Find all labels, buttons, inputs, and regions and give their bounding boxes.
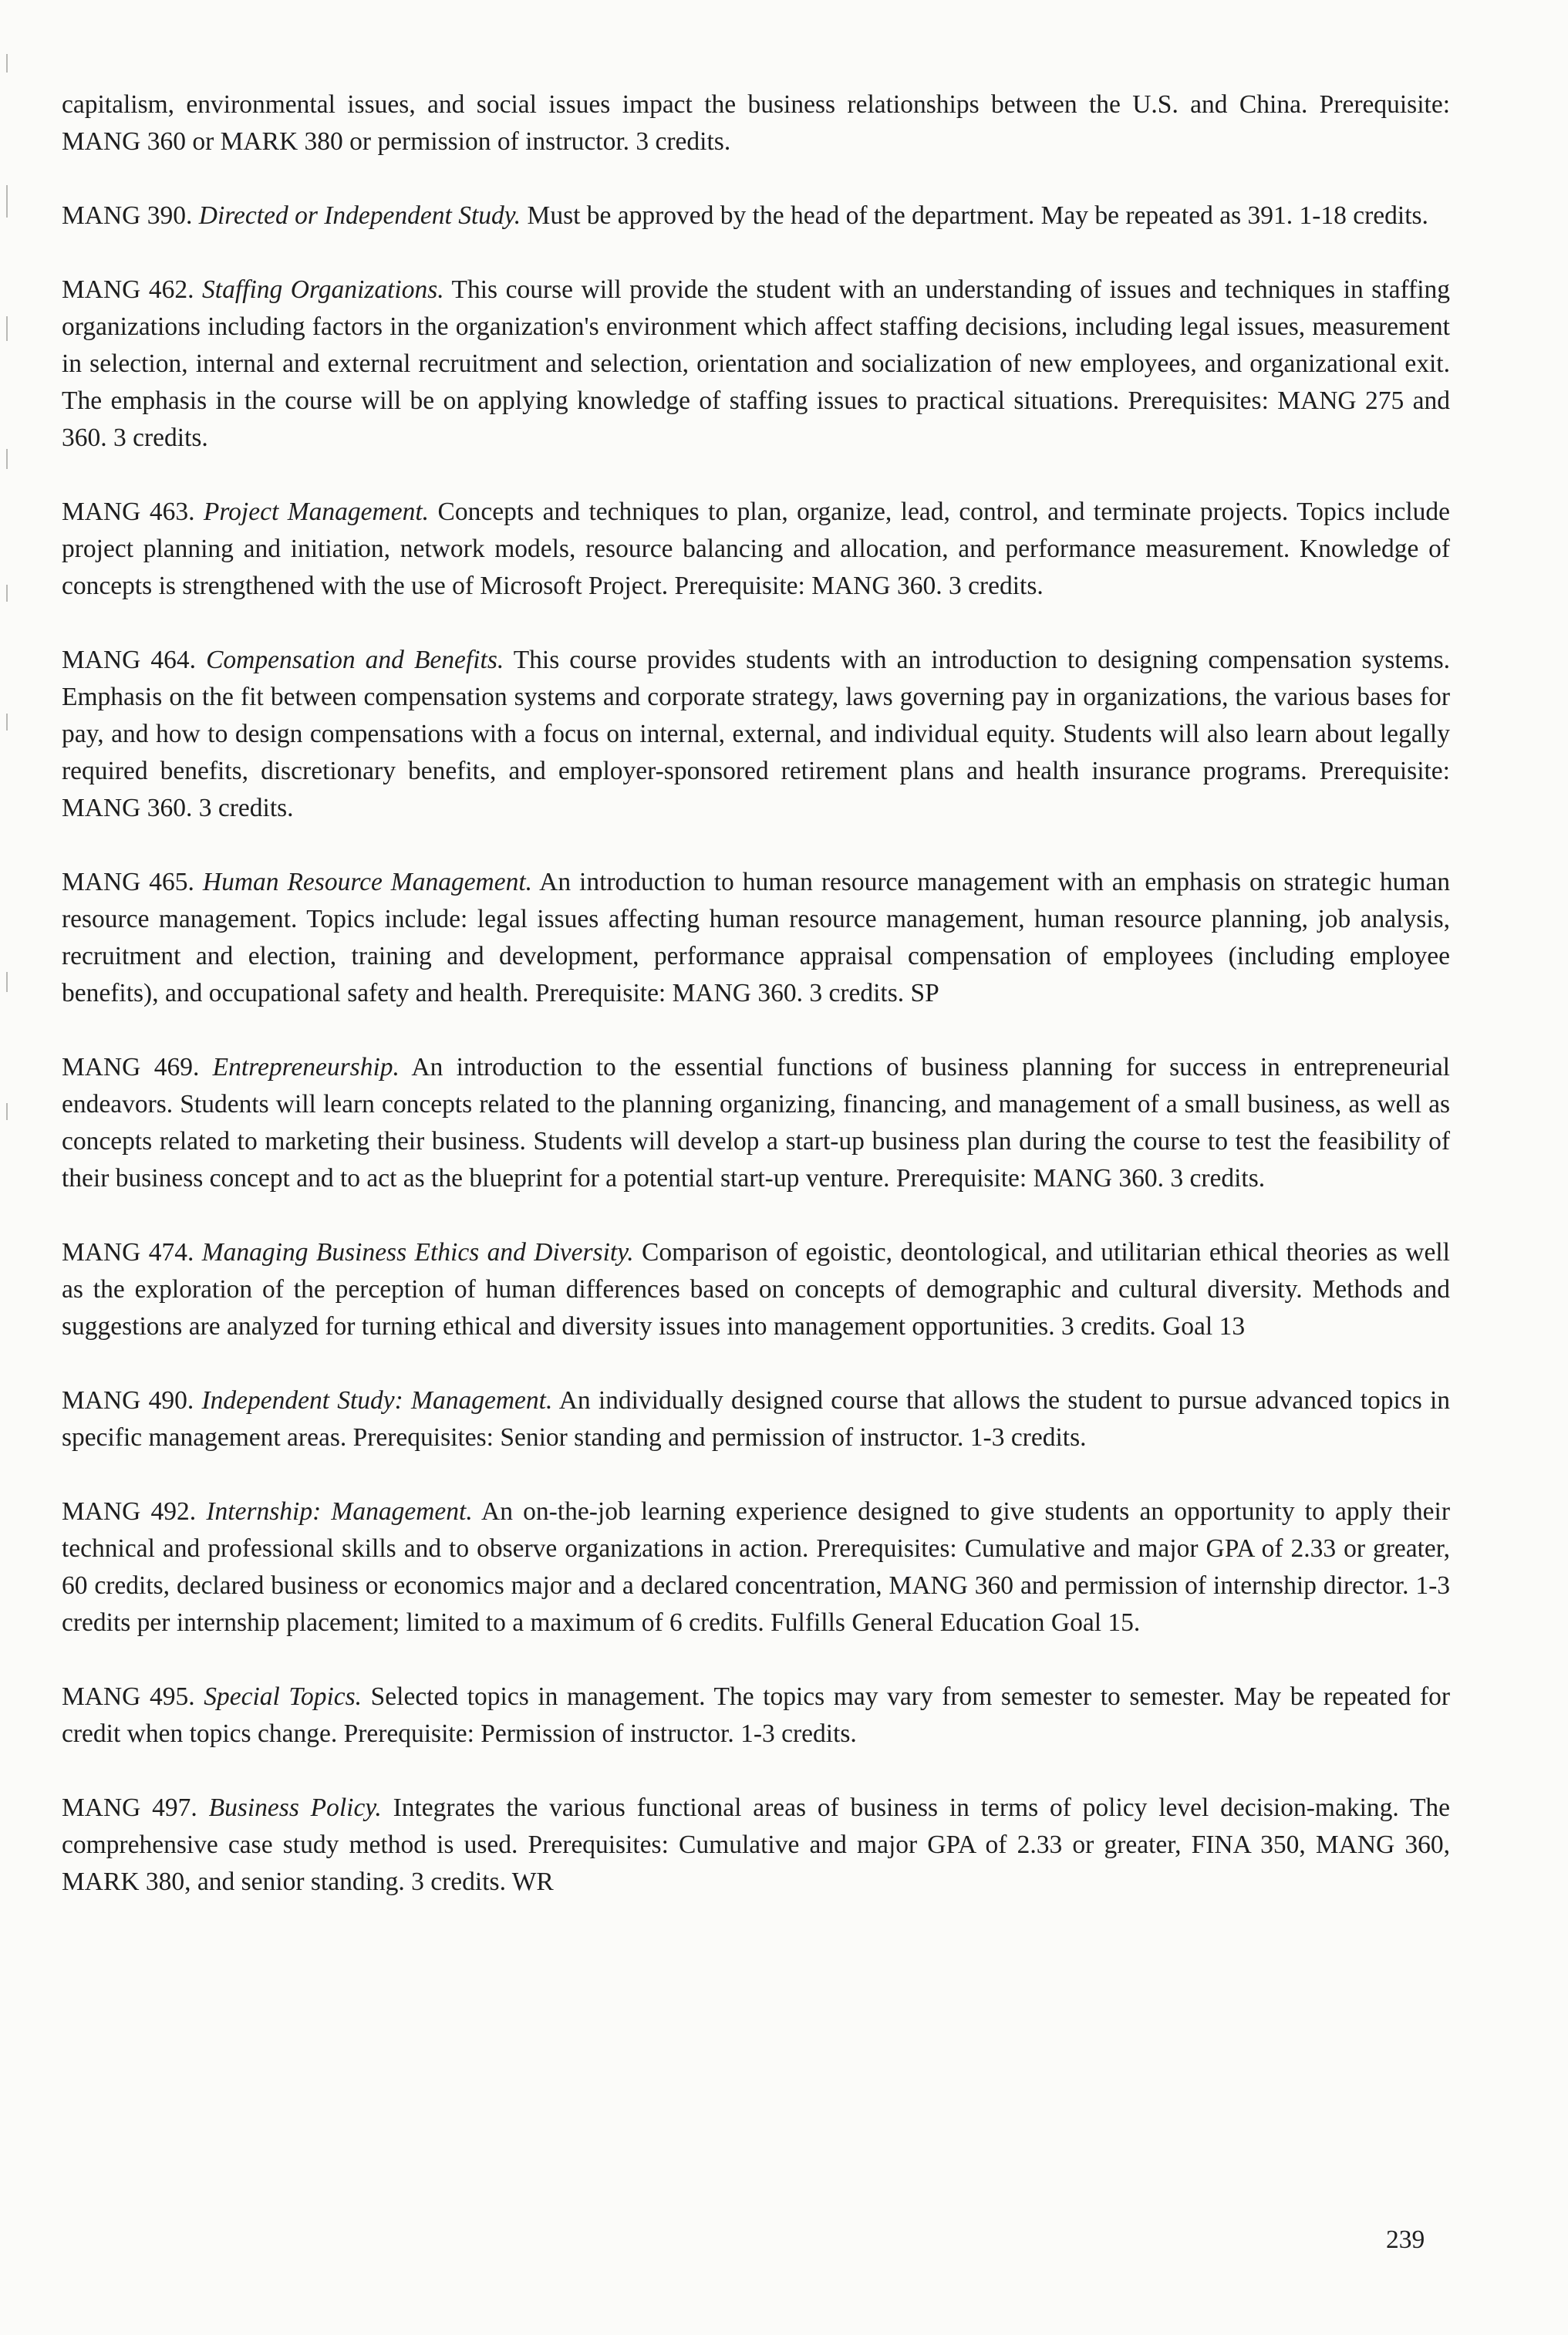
course-description: Must be approved by the head of the department. May be repeated as 391. 1-18 credits. [527, 201, 1428, 230]
course-description: Comparison of egoistic, deontological, and utilitarian ethical theories as well as the exploration of the perception of human differences based on concepts of demographic and cultural diversity. Methods and suggestions are analyzed for turning ethical and diversity issues into management opportunities. 3 credits. Goal 13 [62, 1238, 1450, 1341]
course-entry-mang-465 [62, 864, 1450, 1012]
course-code: MANG 490. [62, 1386, 194, 1415]
margin-mark-3 [6, 316, 8, 341]
course-catalog-page [62, 86, 1450, 1938]
course-code: MANG 462. [62, 275, 194, 304]
margin-mark-7 [6, 972, 8, 992]
margin-mark-8 [6, 1103, 8, 1120]
margin-mark-4 [6, 449, 8, 469]
course-description: This course provides students with an introduction to designing compensation systems. Emphasis on the fit between compensation systems and corporate strategy, laws governing pay in organizations, the various bases for pay, and how to design compensations with a focus on internal, external, and individual equity. Students will also learn about legally required benefits, discretionary benefits, and employer-sponsored retirement plans and health insurance programs. Prerequisite: MANG 360. 3 credits. [62, 646, 1450, 822]
margin-mark-2 [6, 185, 8, 218]
course-entry-mang-490 [62, 1382, 1450, 1456]
course-entry-mang-390 [62, 197, 1450, 235]
course-description: Concepts and techniques to plan, organize, lead, control, and terminate projects. Topics include project planning and initiation, network models, resource balancing and allocation, and performance measurement. Knowledge of concepts is strengthened with the use of Microsoft Project. Prerequisite: MANG 360. 3 credits. [62, 498, 1451, 600]
course-description: An on-the-job learning experience designed to give students an opportunity to apply their technical and professional skills and to observe organizations in action. Prerequisites: Cumulative and major GPA of 2.33 or greater, 60 credits, declared business or economics major and a declared concentration, MANG 360 and permission of internship director. 1-3 credits per internship placement; limited to a maximum of 6 credits. Fulfills General Education Goal 15. [62, 1497, 1451, 1637]
margin-mark-1 [6, 54, 8, 73]
course-title: Project Management. [203, 498, 430, 526]
course-description: Selected topics in management. The topics may vary from semester to semester. May be repeated for credit when topics change. Prerequisite: Permission of instructor. 1-3 credits. [62, 1682, 1451, 1748]
course-description: An individually designed course that allows the student to pursue advanced topics in specific management areas. Prerequisites: Senior standing and permission of instructor. 1-3 credits. [62, 1386, 1451, 1452]
course-description: An introduction to human resource management with an emphasis on strategic human resource management. Topics include: legal issues affecting human resource management, human resource planning, job analysis, recruitment and election, training and development, performance appraisal compensation of employees (including employee benefits), and occupational safety and health. Prerequisite: MANG 360. 3 credits. SP [62, 868, 1450, 1007]
course-entry-mang-469 [62, 1049, 1450, 1197]
course-entry-mang-495 [62, 1679, 1450, 1753]
course-code: MANG 469. [62, 1053, 200, 1081]
page-number: 239 [1386, 2225, 1425, 2254]
course-code: MANG 390. [62, 201, 193, 230]
course-code: MANG 464. [62, 646, 197, 674]
course-title: Special Topics. [204, 1682, 362, 1711]
course-entry-mang-464 [62, 642, 1450, 827]
course-entry-mang-497 [62, 1790, 1450, 1901]
margin-mark-5 [6, 585, 8, 602]
course-title: Managing Business Ethics and Diversity. [201, 1238, 634, 1267]
course-entry-mang-463 [62, 494, 1450, 605]
course-title: Compensation and Benefits. [206, 646, 504, 674]
course-title: Staffing Organizations. [202, 275, 444, 304]
intro-paragraph: capitalism, environmental issues, and social issues impact the business relationships between the U.S. and China. Prerequisite: MANG 360 or MARK 380 or permission of instructor. 3 credits. [62, 90, 1450, 156]
course-code: MANG 474. [62, 1238, 194, 1267]
margin-mark-6 [6, 714, 8, 731]
course-code: MANG 495. [62, 1682, 195, 1711]
course-code: MANG 497. [62, 1793, 197, 1822]
course-description: Integrates the various functional areas of business in terms of policy level decision-making. The comprehensive case study method is used. Prerequisites: Cumulative and major GPA of 2.33 or greater, FINA 350, MANG 360, MARK 380, and senior standing. 3 credits. WR [62, 1793, 1451, 1896]
course-description: An introduction to the essential functions of business planning for success in entrepreneurial endeavors. Students will learn concepts related to the planning organizing, financing, and management of a small business, as well as concepts related to marketing their business. Students will develop a start-up business plan during the course to test the feasibility of their business concept and to act as the blueprint for a potential start-up venture. Prerequisite: MANG 360. 3 credits. [62, 1053, 1450, 1193]
course-title: Entrepreneurship. [212, 1053, 400, 1081]
course-entry-mang-462 [62, 272, 1450, 457]
course-title: Business Policy. [208, 1793, 382, 1822]
course-entry-mang-474 [62, 1234, 1450, 1345]
course-title: Human Resource Management. [202, 868, 533, 896]
course-title: Internship: Management. [206, 1497, 473, 1526]
course-title: Independent Study: Management. [201, 1386, 553, 1415]
course-code: MANG 465. [62, 868, 194, 896]
course-code: MANG 463. [62, 498, 195, 526]
course-description: This course will provide the student with an understanding of issues and techniques in staffing organizations including factors in the organization's environment which affect staffing decisions, including legal issues, measurement in selection, internal and external recruitment and selection, orientation and socialization of new employees, and organizational exit. The emphasis in the course will be on applying knowledge of staffing issues to practical situations. Prerequisites: MANG 275 and 360. 3 credits. [62, 275, 1450, 452]
course-title: Directed or Independent Study. [198, 201, 521, 230]
course-code: MANG 492. [62, 1497, 197, 1526]
course-entry-mang-492 [62, 1493, 1450, 1642]
